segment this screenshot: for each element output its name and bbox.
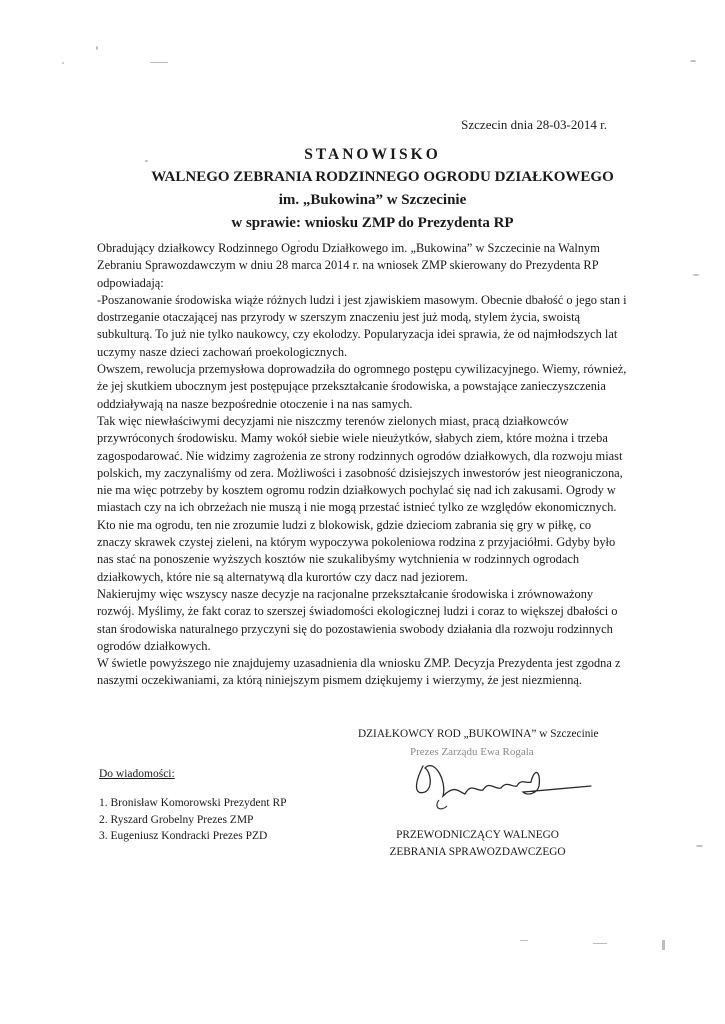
document-date: Szczecin dnia 28-03-2014 r. — [461, 117, 607, 132]
handwritten-signature — [395, 752, 595, 814]
scan-speck — [96, 46, 98, 50]
scan-speck — [662, 940, 665, 950]
body-paragraph: W świetle powyższego nie znajdujemy uzasadnienia dla wniosku ZMP. Decyzja Prezydenta jest zgodna z naszymi oczekiwaniami, za którą niniejszym pismem dziękujemy i wierzymy, że jest niezmienną. — [97, 656, 621, 688]
scan-speck — [696, 845, 703, 847]
scan-speck — [62, 62, 64, 64]
body-paragraph: Owszem, rewolucja przemysłowa doprowadziła do ogromnego postępu cywilizacyjnego. Wiemy, również, że jej skutkiem ubocznym jest postępujące przekształcanie środowiska, a powstające zanieczyszczenia oddziaływają na nasze bezpośrednie otoczenie i na nas samych. — [97, 362, 627, 411]
document-title — [0, 144, 725, 235]
scan-speck — [150, 62, 168, 63]
scan-speck — [593, 943, 607, 944]
scan-speck — [520, 940, 528, 941]
list-item: 2. Ryszard Grobelny Prezes ZMP — [99, 813, 254, 826]
body-paragraph: Nakierujmy więc wszyscy nasze decyzje na racjonalne przekształcanie środowiska i zrównoważony rozwój. Myślimy, że fakt coraz to szerszej świadomości ekologicznej ludzi i coraz to większej dbałości o stan środowiska naturalnego przyczyni się do pozostawienia swobody działania dla rozwoju rodzinnych ogrodów działkowych. — [97, 586, 618, 653]
body-paragraph: Tak więc niewłaściwymi decyzjami nie niszczmy terenów zielonych miast, pracą działkowców przywróconych środowisku. Mamy wokół siebie wiele nieużytków, słabych ziem, które można i trzeba zagospodarować. Nie widzimy zagrożenia ze strony rodzinnych ogrodów działkowych, dla rozwoju miast polskich, my zaczynaliśmy od zera. Możliwości i zasobność dzisiejszych inwestorów jest nieograniczona, nie ma więc potrzeby by kosztem ogromu rodzin działkowych pochylać się nad ich zakusami. Ogrody w miastach czy na ich obrzeżach nie muszą i nie mogą przestać istnieć tylko ze względów ekonomicznych. Kto nie ma ogrodu, ten nie zrozumie ludzi z blokowisk, gdzie dzieciom zabrania się gry w piłkę, co znaczy skrawek czystej zieleni, na którym wypoczywa pokoleniowa rodzina z przyjaciółmi. Gdyby było nas stać na ponoszenie wyższych kosztów nie szukalibyśmy wytchnienia w rodzinnych ogrodach działkowych, które nie są alternatywą dla kurortów czy dacz nad jeziorem. — [97, 413, 623, 584]
document-body — [97, 240, 627, 690]
faded-stamp-text: Prezes Zarządu Ewa Rogala — [410, 746, 534, 758]
cc-heading: Do wiadomości: — [99, 768, 175, 780]
title-line-4: w sprawie: wniosku ZMP do Prezydenta RP — [231, 215, 514, 231]
scan-speck — [690, 60, 696, 62]
body-paragraph: Obradujący działkowcy Rodzinnego Ogrodu Działkowego im. „Bukowina” w Szczecinie na Walnym Zebraniu Sprawozdawczym w dniu 28 marca 2014 r. na wniosek ZMP skierowany do Prezydenta RP odpowiadają: — [97, 241, 600, 290]
list-item: 3. Eugeniusz Kondracki Prezes PZD — [99, 830, 268, 842]
list-item: 1. Bronisław Komorowski Prezydent RP — [99, 797, 287, 809]
chairman-title: PRZEWODNICZĄCY WALNEGO ZEBRANIA SPRAWOZDAWCZEGO — [389, 829, 566, 858]
scan-speck — [693, 274, 699, 276]
title-line-3: im. „Bukowina” w Szczecinie — [278, 192, 467, 208]
title-line-1: STANOWISKO — [304, 146, 441, 163]
signatory-organization: DZIAŁKOWCY ROD „BUKOWINA” w Szczecinie — [358, 728, 599, 740]
title-line-2: WALNEGO ZEBRANIA RODZINNEGO OGRODU DZIAŁKOWEGO — [151, 169, 614, 185]
cc-recipient-list — [99, 795, 287, 845]
body-paragraph: -Poszanowanie środowiska wiąże różnych ludzi i jest zjawiskiem masowym. Obecnie dbałość o jego stan i dostrzeganie otaczającej nas przyrody w szerszym znaczeniu jest już modą, stylem życia, swoistą subkulturą. To już nie tylko naukowcy, czy ekolodzy. Popularyzacja idei sprawia, że od najmłodszych lat uczymy nasze dzieci zachowań proekologicznych. — [97, 292, 627, 359]
